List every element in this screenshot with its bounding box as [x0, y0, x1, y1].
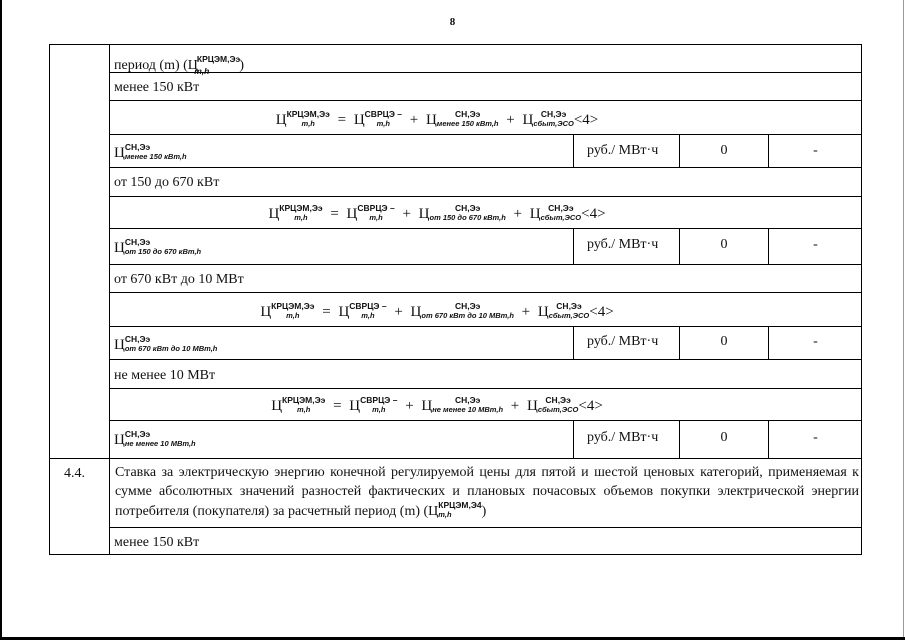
group-label: от 670 кВт до 10 МВт — [114, 272, 244, 287]
period-symbol-sub: m,h — [194, 66, 210, 76]
unit-column-divider — [573, 326, 574, 359]
tariff-formula: Ц КРЦЭМ,Ээ m,h = Ц СВРЦЭ – m,h + Ц СН,Ээ не менее 10 МВт,h + Ц СН,Ээ сбыт,ЭСО <4> — [271, 395, 603, 414]
tariff-formula: Ц КРЦЭМ,Ээ m,h = Ц СВРЦЭ – m,h + Ц СН,Ээ от 670 кВт до 10 МВт,h + Ц СН,Ээ сбыт,ЭСО <4> — [260, 301, 614, 320]
row-divider — [109, 359, 862, 360]
period-label — [114, 51, 244, 79]
value-cell: 0 — [720, 430, 728, 445]
group-label: не менее 10 МВт — [114, 368, 216, 383]
unit-column-divider — [573, 228, 574, 264]
row-divider — [109, 420, 862, 421]
dash-cell: - — [813, 237, 818, 252]
unit-cell: руб./ МВт·ч — [587, 143, 659, 158]
unit-column-divider — [573, 134, 574, 167]
unit-column-divider — [573, 420, 574, 458]
row-divider — [109, 292, 862, 293]
value-cell: 0 — [720, 237, 728, 252]
period-close: ) — [239, 58, 244, 73]
tariff-formula: Ц КРЦЭМ,Ээ m,h = Ц СВРЦЭ – m,h + Ц СН,Ээ менее 150 кВт,h + Ц СН,Ээ сбыт,ЭСО <4> — [275, 109, 599, 128]
section-number: 4.4. — [64, 466, 85, 481]
group-label: от 150 до 670 кВт — [114, 175, 220, 190]
row-divider — [109, 228, 862, 229]
section-divider — [49, 458, 862, 459]
tariff-formula: Ц КРЦЭМ,Ээ m,h = Ц СВРЦЭ – m,h + Ц СН,Ээ от 150 до 670 кВт,h + Ц СН,Ээ сбыт,ЭСО <4> — [268, 203, 606, 222]
scan-border-left — [0, 0, 2, 640]
dash-cell: - — [813, 334, 818, 349]
row-divider — [109, 100, 862, 101]
row-divider — [109, 326, 862, 327]
period-text: период (m) (Ц — [114, 58, 198, 73]
row-divider — [109, 196, 862, 197]
unit-cell: руб./ МВт·ч — [587, 237, 659, 252]
value-cell: 0 — [720, 334, 728, 349]
row-divider — [109, 167, 862, 168]
dash-cell: - — [813, 143, 818, 158]
page-number: 8 — [449, 16, 456, 28]
section-description: Ставка за электрическую энергию конечной регулируемой цены для пятой и шестой ценовых категорий, применяемая к сумме абсолютных значений разностей фактических и плановых почасовых объемов покупки электрической энергии потребителя (покупателя) за расчетный период (m) (Ц КРЦЭМ,Э4 m,h ) — [115, 465, 859, 519]
rate-symbol: Ц СН,Ээ от 670 кВт до 10 МВт,h — [114, 334, 218, 353]
row-divider — [109, 264, 862, 265]
rate-symbol: Ц СН,Ээ не менее 10 МВт,h — [114, 429, 196, 448]
row-divider — [109, 388, 862, 389]
rate-symbol: Ц СН,Ээ менее 150 кВт,h — [114, 142, 187, 161]
value-cell: 0 — [720, 143, 728, 158]
dash-cell: - — [813, 430, 818, 445]
unit-cell: руб./ МВт·ч — [587, 334, 659, 349]
group-label: менее 150 кВт — [114, 80, 200, 95]
group-label: менее 150 кВт — [114, 535, 200, 550]
row-divider — [109, 134, 862, 135]
unit-cell: руб./ МВт·ч — [587, 430, 659, 445]
scan-border-right — [903, 0, 904, 640]
row-divider — [109, 527, 862, 528]
rate-symbol: Ц СН,Ээ от 150 до 670 кВт,h — [114, 237, 202, 256]
period-symbol-sup: КРЦЭМ,Ээ — [196, 54, 241, 64]
